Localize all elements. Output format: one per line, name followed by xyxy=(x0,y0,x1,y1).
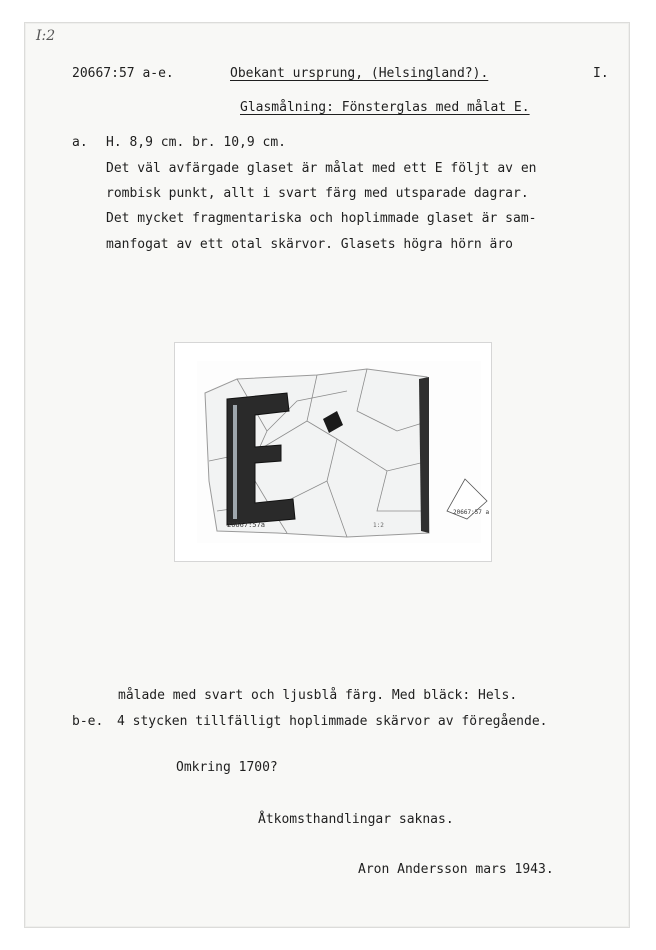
tag-text: 20667:57 a xyxy=(453,509,490,516)
signature-line: Aron Andersson mars 1943. xyxy=(358,862,554,877)
entry-a-line-1: Det väl avfärgade glaset är målat med ett E följt av en xyxy=(106,161,537,176)
entry-a-line-2: rombisk punkt, allt i svart färg med utsparade dagrar. xyxy=(106,186,529,201)
entry-be-marker: b-e. xyxy=(72,714,104,729)
glass-fragments-drawing xyxy=(197,361,490,543)
catalog-number: 20667:57 a-e. xyxy=(72,66,174,81)
dimensions: H. 8,9 cm. br. 10,9 cm. xyxy=(106,135,287,150)
glass-fragment-photo xyxy=(197,361,490,543)
continuation-line-2: 4 stycken tillfälligt hoplimmade skärvor av föregående. xyxy=(117,714,548,729)
acquisition-note: Åtkomsthandlingar saknas. xyxy=(258,812,454,827)
corner-mark: I:2 xyxy=(36,28,56,44)
small-mark: 1:2 xyxy=(373,522,384,529)
entry-a-line-3: Det mycket fragmentariska och hoplimmade glaset är sam- xyxy=(106,211,537,226)
entry-a-line-4: manfogat av ett otal skärvor. Glasets högra hörn äro xyxy=(106,237,513,252)
entry-a-marker: a. xyxy=(72,135,88,150)
glass-number: 20667:57a xyxy=(227,521,265,529)
photo-mount xyxy=(174,342,492,562)
origin-text: Obekant ursprung, (Helsingland?). xyxy=(230,66,489,81)
dating: Omkring 1700? xyxy=(176,760,278,775)
sheet-number: I. xyxy=(593,66,609,81)
continuation-line-1: målade med svart och ljusblå färg. Med bläck: Hels. xyxy=(118,688,518,703)
subject-heading: Glasmålning: Fönsterglas med målat E. xyxy=(240,100,530,115)
